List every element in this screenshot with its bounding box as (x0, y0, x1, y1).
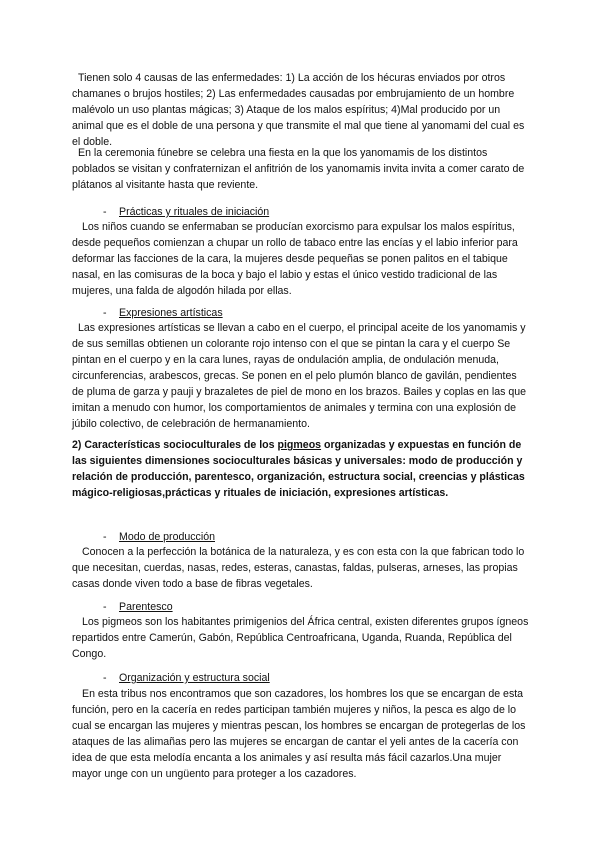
paragraph-funeral-ceremony: En la ceremonia fúnebre se celebra una fiesta en la que los yanomamis de los distintos poblados se visitan y confraternizan el anfitrión de los yanomamis invita invita a comer carato de plátanos al visitante hasta que reviente. (72, 147, 525, 191)
question-underlined-word: pigmeos (277, 439, 322, 451)
question-heading (72, 437, 530, 501)
heading-social-organization (103, 670, 270, 686)
question-text-after: organizadas y expuestas en función de las siguientes dimensiones socioculturales básicas y universales: modo de producción y relación de producción, parentesco, organización, estructura social, creencias y plásticas mágico-religiosas,prácticas y rituales de iniciación, expresiones artísticas. (72, 439, 525, 499)
bullet-dash: - (103, 601, 107, 613)
paragraph-artistic-expressions: Las expresiones artísticas se llevan a cabo en el cuerpo, el principal aceite de los yanomamis y de sus semillas obtienen un colorante rojo intenso con el que se pintan la cara y el cuerpo Se pintan en el cuerpo y en la cara lunes, rayas de ondulación amplia, de ondulación menuda, circunferencias, arabescos, grecas. Se ponen en el pelo plumón blanco de gavilán, pendientes de pluma de garza y pauji y brazaletes de piel de mono en los brazos. Bailes y coplas en las que imitan a menudo con humor, los comportamientos de animales y termina con una explosión de júbilo colectivo, de celebración de hermanamiento. (72, 322, 527, 430)
paragraph-production-mode: Conocen a la perfección la botánica de la naturaleza, y es con esta con la que fabrican todo lo que necesitan, cuerdas, nasas, redes, esteras, canastas, faldas, pulseras, arneses, las propias casas donde viven todo a base de fibras vegetales. (72, 546, 525, 590)
paragraph-initiation-rituals: Los niños cuando se enfermaban se producían exorcismo para expulsar los malos espíritus, desde pequeños comienzan a chupar un rollo de tabaco entre las encías y el labio inferior para deformar las facciones de la cara, la mujeres desde pequeñas se ponen palitos en el tabique nasal, en las comisuras de la boca y bajo el labio y estas el único vestido tradicional de las mujeres, una falda de algodón hilada por ellas. (72, 221, 518, 297)
heading-text: Prácticas y rituales de iniciación (119, 206, 270, 218)
heading-production-mode (103, 529, 215, 545)
bullet-dash: - (103, 307, 107, 319)
heading-artistic-expressions (103, 305, 223, 321)
bullet-dash: - (103, 206, 107, 218)
heading-kinship (103, 599, 173, 615)
bullet-dash: - (103, 672, 107, 684)
heading-text: Expresiones artísticas (119, 307, 223, 319)
paragraph-disease-causes: Tienen solo 4 causas de las enfermedades: 1) La acción de los hécuras enviados por otros chamanes o brujos hostiles; 2) Las enfermedades causadas por embrujamiento de un hombre malévolo un uso plantas mágicas; 3) Ataque de los malos espíritus; 4)Mal producido por un animal que es el doble de una persona y que transmite el mal que tiene al yanomami del cual es el doble. (72, 72, 525, 148)
heading-text: Modo de producción (119, 531, 215, 543)
paragraph-kinship: Los pigmeos son los habitantes primigenios del África central, existen diferentes grupos ígneos repartidos entre Camerún, Gabón, República Centroafricana, Uganda, Ruanda, República del Congo. (72, 616, 529, 660)
bullet-dash: - (103, 531, 107, 543)
question-text-before: 2) Características socioculturales de los (72, 439, 278, 451)
heading-initiation-rituals (103, 204, 269, 220)
paragraph-social-organization: En esta tribus nos encontramos que son cazadores, los hombres los que se encargan de esta función, pero en la cacería en redes participan también mujeres y niños, la pesca es algo de lo cual se encargan las mujeres y mientras pescan, los hombres se encargan de protegerlas de los ataques de las alimañas pero las mujeres se encargan de cantar el yeli antes de la cacería con idea de que esta melodía encanta a los animales y así resulta más fácil cazarlos.Una mujer mayor unge con un ungüento para proteger a los cazadores. (72, 688, 526, 780)
heading-text: Organización y estructura social (119, 672, 270, 684)
heading-text: Parentesco (119, 601, 173, 613)
